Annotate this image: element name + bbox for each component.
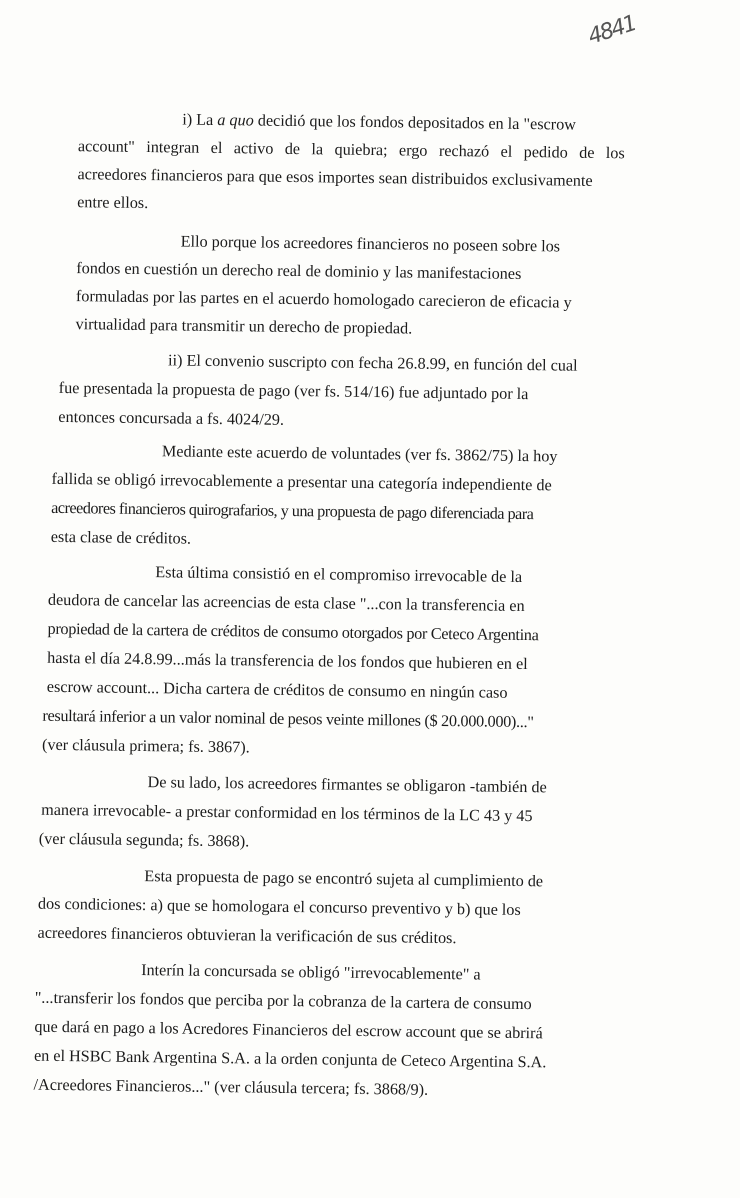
text-line-content: ii) El convenio suscripto con fecha 26.8.99, en función del cual <box>168 351 578 375</box>
text-line-content <box>78 138 625 161</box>
text-line <box>38 925 457 947</box>
text-line-content: deudora de cancelar las acreencias de esta clase "...con la transferencia en <box>47 590 525 616</box>
word: el <box>500 142 513 161</box>
text-line-content: resultará inferior a un valor nominal de pesos veinte millones ($ 20.000.000)..." <box>42 706 534 732</box>
text-line-content: entre ellos. <box>77 193 149 213</box>
text-line-content: fue presentada la propuesta de pago (ver fs. 514/16) fue adjuntado por la <box>58 378 529 404</box>
text-line-content: fondos en cuestión un derecho real de dominio y las manifestaciones <box>76 259 522 283</box>
text-line <box>34 1077 429 1098</box>
word: activo <box>233 139 274 158</box>
text-line-content: Esta última consistió en el compromiso irrevocable de la <box>155 563 523 586</box>
text-line <box>51 471 551 494</box>
text-line <box>162 443 558 464</box>
text-line <box>47 650 528 672</box>
text-line <box>39 831 250 850</box>
text-line-content: Esta propuesta de pago se encontró sujeta al cumplimiento de <box>144 867 544 891</box>
text-line-content: que dará en pago a los Acredores Financieros del escrow account que se abrirá <box>34 1017 543 1043</box>
text-line-content: acreedores financieros quirografarios, y una propuesta de pago diferenciada para <box>51 498 534 524</box>
text-line-content: De su lado, los acreedores firmantes se obligaron -también de <box>147 773 547 797</box>
text-line-content: acreedores financieros obtuvieran la verificación de sus créditos. <box>37 923 457 948</box>
text-line-content: formuladas por las partes en el acuerdo homologado carecieron de eficacia y <box>75 287 572 312</box>
text-line <box>48 592 525 614</box>
word: integran <box>146 138 200 157</box>
text-line <box>47 621 538 644</box>
text-line <box>41 802 532 825</box>
word: de <box>284 139 301 159</box>
text-line <box>182 112 576 133</box>
text-line <box>144 868 543 889</box>
text-line <box>38 896 521 919</box>
word: la <box>311 140 324 159</box>
text-line-content: acreedores financieros para que esos importes sean distribuidos exclusivamente <box>77 165 593 190</box>
text-line-content: manera irrevocable- a prestar conformidad en los términos de la LC 43 y 45 <box>41 800 533 826</box>
text-line <box>76 288 572 311</box>
text-line <box>59 380 529 402</box>
text-line-content: Mediante este acuerdo de voluntades (ver fs. 3862/75) la hoy <box>161 442 558 466</box>
text-line-content: fallida se obligó irrevocablemente a presentar una categoría independiente de <box>51 469 552 495</box>
text-line-content: "...transferir los fondos que perciba por la cobranza de la cartera de consumo <box>34 988 532 1014</box>
word: pedido <box>523 142 568 162</box>
text-line <box>168 352 578 374</box>
text-line <box>76 260 521 282</box>
text-line <box>51 500 533 523</box>
word: los <box>605 144 625 163</box>
text-line-content: hasta el día 24.8.99...más la transferencia de los fondos que hubieren en el <box>47 648 528 674</box>
text-line-content: (ver cláusula primera; fs. 3867). <box>41 735 250 757</box>
text-line <box>147 774 546 795</box>
text-line <box>47 679 508 701</box>
text-line <box>42 737 250 756</box>
word: ergo <box>398 141 428 160</box>
text-line-content: i) La a quo decidió que los fondos depositados en la "escrow <box>182 110 577 134</box>
text-line-content: Interín la concursada se obligó "irrevocablemente" a <box>141 961 481 984</box>
text-line-content: dos condiciones: a) que se homologara el concurso preventivo y b) que los <box>37 894 521 919</box>
text-line-content: propiedad de la cartera de créditos de consumo otorgados por Ceteco Argentina <box>47 619 539 645</box>
word: rechazó <box>438 141 490 161</box>
text-line <box>35 990 532 1013</box>
text-line <box>42 708 533 731</box>
text-line <box>51 529 191 547</box>
text-line <box>155 564 522 585</box>
text-line <box>181 233 561 254</box>
word: el <box>210 138 223 158</box>
word: de <box>579 143 595 162</box>
text-line <box>34 1048 547 1071</box>
text-line <box>78 138 625 161</box>
text-line-content: /Acreedores Financieros..." (ver cláusula tercera; fs. 3868/9). <box>33 1075 429 1099</box>
text-line-content: Ello porque los acreedores financieros no poseen sobre los <box>180 232 561 256</box>
folio-number: 4841 <box>585 11 639 50</box>
text-line-content: virtualidad para transmitir un derecho de propiedad. <box>75 315 413 338</box>
text-line <box>77 166 592 189</box>
text-line-content: entonces concursada a fs. 4024/29. <box>58 407 285 429</box>
text-line-content: escrow account... Dicha cartera de créditos de consumo en ningún caso <box>46 677 508 702</box>
text-line <box>75 316 412 337</box>
text-line <box>58 409 284 428</box>
word: account" <box>77 137 135 156</box>
text-line <box>34 1019 543 1042</box>
text-line-content: en el HSBC Bank Argentina S.A. a la orden conjunta de Ceteco Argentina S.A. <box>33 1046 547 1072</box>
word: quiebra; <box>334 140 388 160</box>
text-line-content: esta clase de créditos. <box>50 527 192 548</box>
text-line <box>141 962 481 983</box>
text-line <box>77 194 148 211</box>
text-line-content: (ver cláusula segunda; fs. 3868). <box>38 829 250 851</box>
